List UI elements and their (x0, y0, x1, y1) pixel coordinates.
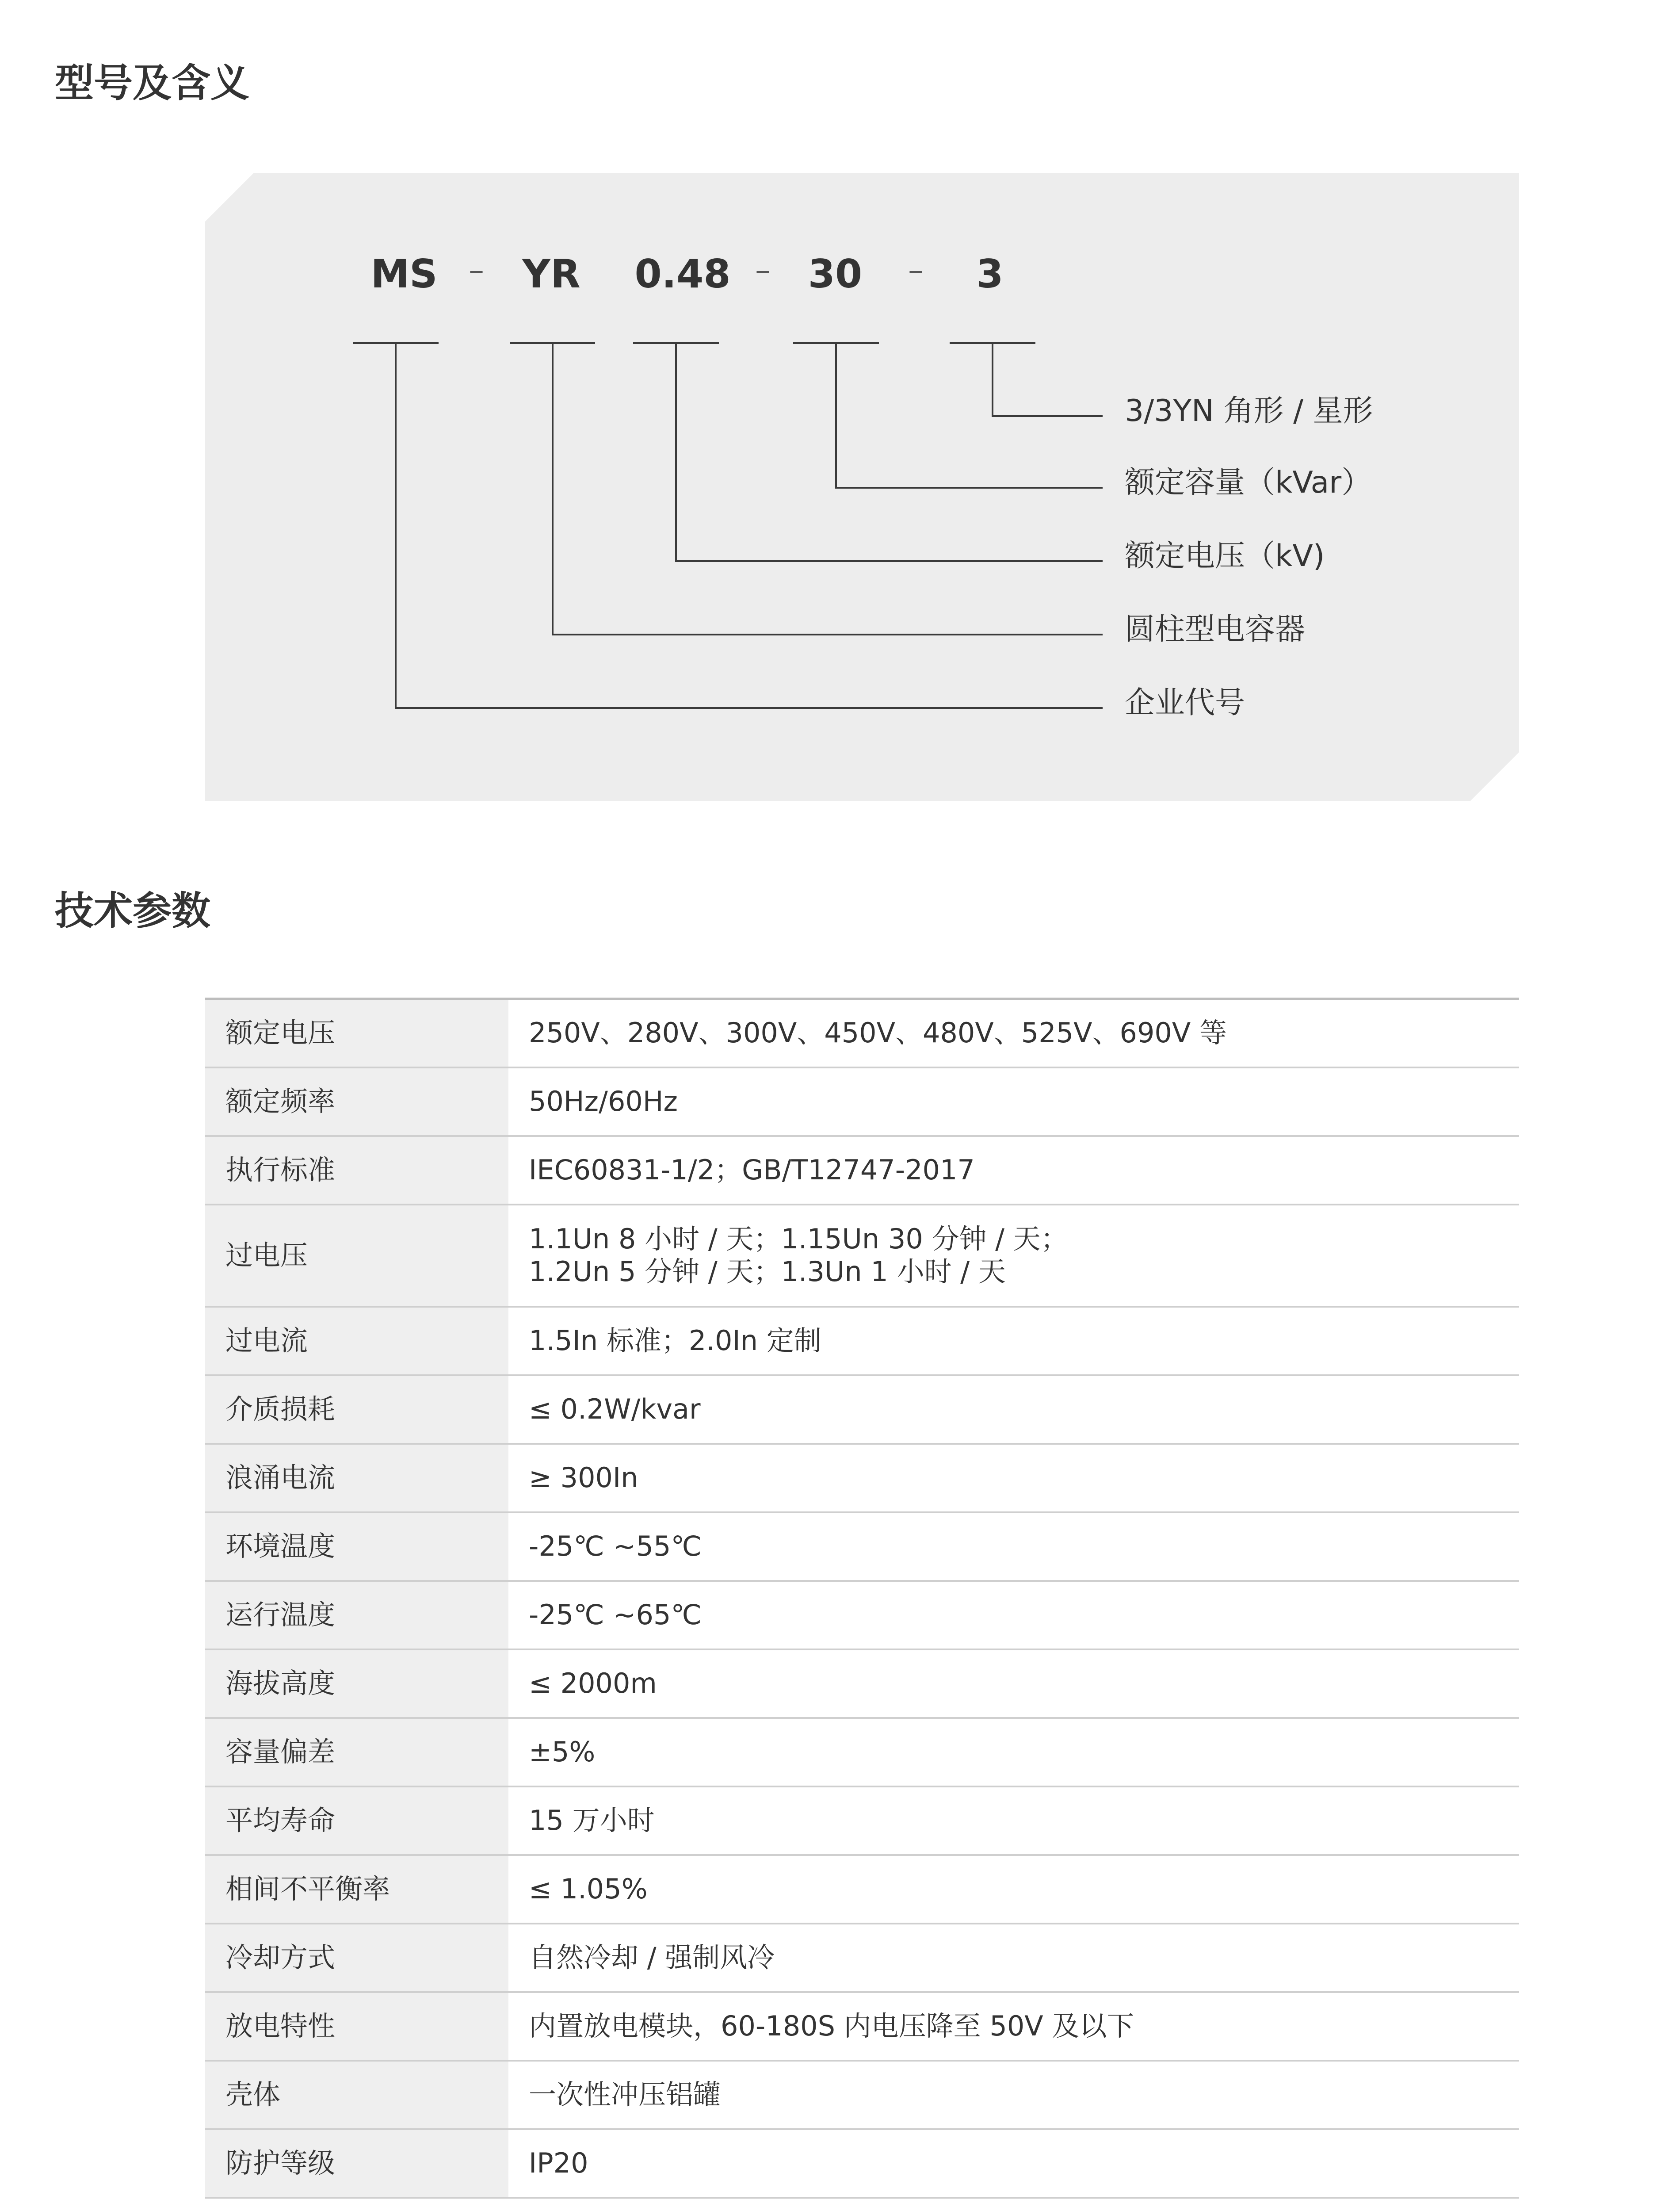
table-row (205, 1067, 1519, 1136)
spec-value: 内置放电模块，60-180S 内电压降至 50V 及以下 (508, 1992, 1519, 2061)
section-title-specs: 技术参数 (55, 888, 211, 933)
spec-label: 额定电压 (205, 999, 508, 1067)
spec-label: 容量偏差 (205, 1718, 508, 1786)
table-row (205, 2061, 1519, 2129)
spec-value (508, 1205, 1519, 1307)
spec-value: 自然冷却 / 强制风冷 (508, 1924, 1519, 1992)
spec-value: 一次性冲压铝罐 (508, 2061, 1519, 2129)
code-part-capacity: 30 (808, 251, 863, 297)
table-row (205, 1375, 1519, 1444)
spec-label: 运行温度 (205, 1581, 508, 1649)
spec-value: IEC60831-1/2；GB/T12747-2017 (508, 1136, 1519, 1205)
table-row (205, 1307, 1519, 1375)
spec-label: 额定频率 (205, 1067, 508, 1136)
spec-label: 防护等级 (205, 2129, 508, 2198)
code-part-type: YR (522, 251, 580, 297)
section-title-model: 型号及含义 (55, 60, 250, 106)
code-part-enterprise: MS (370, 251, 438, 297)
code-separator: – (755, 252, 771, 288)
table-row (205, 1444, 1519, 1512)
spec-value: ≥ 300In (508, 1444, 1519, 1512)
meaning-capacity: 额定容量（kVar） (1125, 465, 1372, 500)
table-row (205, 1718, 1519, 1786)
spec-value: ≤ 2000m (508, 1649, 1519, 1718)
spec-value: ≤ 0.2W/kvar (508, 1375, 1519, 1444)
table-row (205, 1855, 1519, 1924)
table-row (205, 1924, 1519, 1992)
spec-label: 过电流 (205, 1307, 508, 1375)
model-code-diagram (205, 173, 1519, 801)
code-part-connection: 3 (976, 251, 1004, 297)
spec-value: IP20 (508, 2129, 1519, 2198)
spec-label: 执行标准 (205, 1136, 508, 1205)
table-row (205, 1649, 1519, 1718)
spec-value: ≤ 1.05% (508, 1855, 1519, 1924)
spec-label: 壳体 (205, 2061, 508, 2129)
spec-label: 放电特性 (205, 1992, 508, 2061)
table-row (205, 1581, 1519, 1649)
spec-label: 环境温度 (205, 1512, 508, 1581)
code-part-voltage: 0.48 (634, 251, 731, 297)
spec-label: 冷却方式 (205, 1924, 508, 1992)
table-row (205, 1205, 1519, 1307)
meaning-voltage: 额定电压（kV) (1125, 539, 1325, 574)
spec-label: 介质损耗 (205, 1375, 508, 1444)
table-row (205, 1786, 1519, 1855)
table-row (205, 1136, 1519, 1205)
spec-value-line: 1.2Un 5 分钟 / 天；1.3Un 1 小时 / 天 (529, 1255, 1006, 1288)
code-separator: – (908, 252, 924, 288)
spec-label: 相间不平衡率 (205, 1855, 508, 1924)
spec-label: 浪涌电流 (205, 1444, 508, 1512)
meaning-type: 圆柱型电容器 (1125, 612, 1306, 647)
spec-value: -25℃ ~55℃ (508, 1512, 1519, 1581)
spec-value: 15 万小时 (508, 1786, 1519, 1855)
spec-value-line: 1.1Un 8 小时 / 天；1.15Un 30 分钟 / 天； (529, 1222, 1068, 1255)
spec-value: 250V、280V、300V、450V、480V、525V、690V 等 (508, 999, 1519, 1067)
meaning-enterprise: 企业代号 (1125, 685, 1245, 720)
spec-label: 过电压 (205, 1205, 508, 1307)
table-row (205, 1992, 1519, 2061)
spec-table (205, 998, 1519, 2199)
spec-value: -25℃ ~65℃ (508, 1581, 1519, 1649)
meaning-connection: 3/3YN 角形 / 星形 (1125, 394, 1373, 428)
spec-value: 1.5In 标准；2.0In 定制 (508, 1307, 1519, 1375)
table-row (205, 2129, 1519, 2198)
spec-label: 海拔高度 (205, 1649, 508, 1718)
spec-value: ±5% (508, 1718, 1519, 1786)
table-row (205, 1512, 1519, 1581)
spec-label: 平均寿命 (205, 1786, 508, 1855)
spec-value: 50Hz/60Hz (508, 1067, 1519, 1136)
code-separator: – (469, 252, 484, 288)
table-row (205, 999, 1519, 1067)
